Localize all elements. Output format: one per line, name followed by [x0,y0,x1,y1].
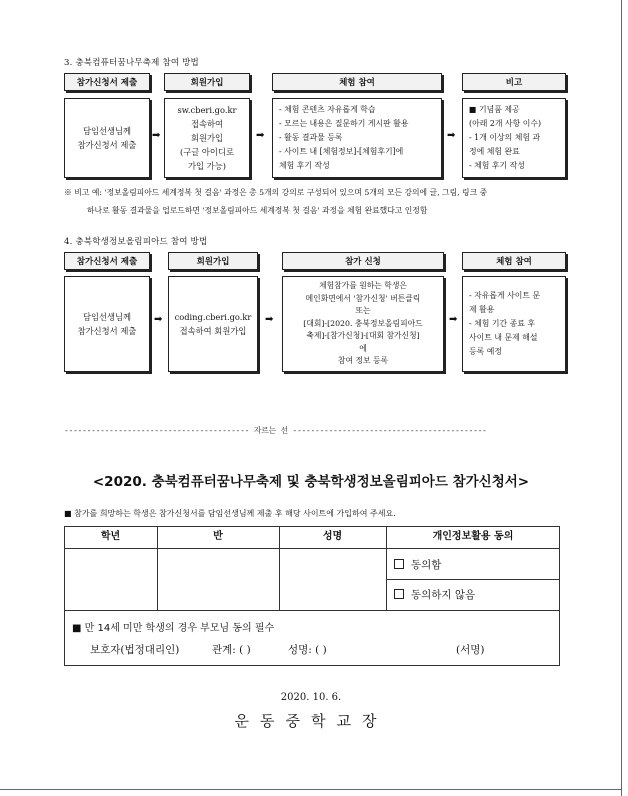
agree-label: 동의함 [411,559,442,571]
s1-header-remarks: 비고 [462,73,566,91]
s2-header-signup: 회원가입 [168,252,258,270]
s1-header-participation: 체험 참여 [272,73,442,91]
s2-header-participation: 체험 참여 [462,252,566,270]
arrow-icon: ➡ [256,130,265,141]
col-header-name: 성명 [322,531,343,542]
form-title: <2020. 충북컴퓨터꿈나무축제 및 충북학생정보올림피아드 참가신청서> [92,474,530,490]
s1-note-line1: ※ 비고 예: '정보올림피아드 세계정복 첫 걸음' 과정은 총 5개의 강의로 구성되어 있으며 5개의 모든 강의에 글, 그림, 링크 중 [64,188,488,197]
arrow-icon: ➡ [265,314,274,325]
s1-box-participation: - 체험 콘텐츠 자유롭게 학습 - 모르는 내용은 질문하기 게시판 활용 - 활동 결과물 등록 - 사이트 내 [체험정보]-[체험후기]에 체험 후기 작성 [272,98,442,178]
signature-label: (서명) [456,644,485,656]
checkbox-agree[interactable] [394,559,404,569]
section1-title: 3. 충북컴퓨터꿈나무축제 참여 방법 [64,58,199,68]
s1-note-line2: 하나로 활동 결과물을 업로드하면 '정보올림피아드 세계정복 첫 걸음' 과정을 체험 완료했다고 인정함 [87,206,428,215]
page-frame-right [621,0,622,796]
cut-line: ----------------------------------------- 자르는 선 ------------------------------------------- [64,426,487,435]
s1-header-signup: 회원가입 [164,73,250,91]
s2-header-application: 참가신청서 제출 [64,252,150,270]
form-instruction: ■ 참가를 희망하는 학생은 참가신청서를 담임선생님께 제출 후 해당 사이트에 가입하여 주세요. [64,509,396,518]
col-header-grade: 학년 [100,531,121,542]
issue-date: 2020. 10. 6. [280,692,342,703]
s2-box-signup: coding.cberi.go.kr 접속하여 회원가입 [168,276,258,372]
table-header-divider [64,548,560,549]
s2-box-participation: - 자유롭게 사이트 문 제 활용 - 체험 기간 종료 후 사이트 내 문제 해설 등록 예정 [462,276,566,372]
guardian-name-field[interactable]: 성명: ( ) [288,644,327,656]
school-principal: 운동중학교장 [234,712,388,730]
consent-disagree-option[interactable] [394,587,475,602]
s1-header-application: 참가신청서 제출 [64,73,150,91]
s2-header-apply: 참가 신청 [282,252,444,270]
s2-box-apply: 체험참가를 원하는 학생은 메인화면에서 '참가신청' 버튼클릭 또는 [대회]-[2020. 충북정보올림피아드 축제]-[참가신청]-[대회 참가신청] 에 참여 정보 등록 [282,276,444,372]
arrow-icon: ➡ [447,130,456,141]
s1-box-remarks: ■ 기념품 제공 (아래 2개 사항 이수) - 1개 이상의 체험 과 정에 체험 완료 - 체험 후기 작성 [462,98,566,178]
page-frame-bottom [0,789,622,790]
arrow-icon: ➡ [154,314,163,325]
relation-field[interactable]: 관계: ( ) [212,644,251,656]
section2-title: 4. 충북학생정보올림피아드 참여 방법 [64,237,208,247]
s2-box-application: 담임선생님께 참가신청서 제출 [64,276,150,372]
consent-agree-option[interactable] [394,557,441,572]
table-body-divider [64,610,560,611]
checkbox-disagree[interactable] [394,589,404,599]
disagree-label: 동의하지 않음 [411,589,476,601]
s1-box-signup: sw.cberi.go.kr 접속하여 회원가입 (구글 아이디로 가입 가능) [164,98,250,178]
arrow-icon: ➡ [152,130,161,141]
consent-divider [386,579,560,580]
arrow-icon: ➡ [449,314,458,325]
col-header-class: 반 [213,531,223,542]
col-header-consent: 개인정보활용 동의 [432,531,514,542]
s1-box-application: 담임선생님께 참가신청서 제출 [64,98,150,178]
guardian-label: 보호자(법정대리인) [90,644,180,656]
guardian-note: ■ 만 14세 미만 학생의 경우 부모님 동의 필수 [72,623,275,634]
